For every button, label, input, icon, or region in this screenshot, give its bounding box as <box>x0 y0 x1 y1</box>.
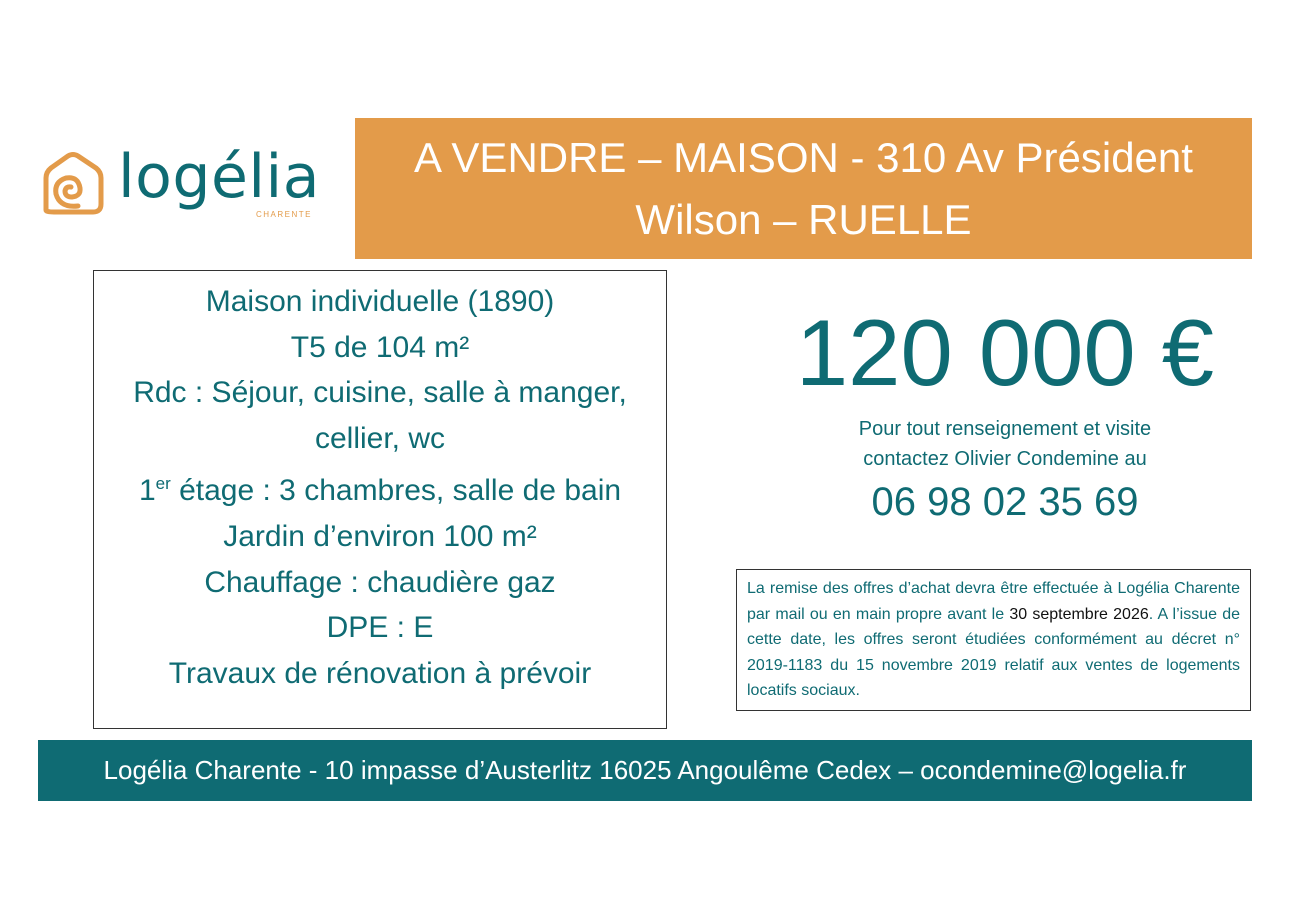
note-text-1: La remise des offres d’achat devra être effectuée à Logélia Charente par mail ou en main propre avant le <box>747 580 1240 623</box>
feature-line: Travaux de rénovation à prévoir <box>168 656 592 690</box>
feature-line: Maison individuelle (1890) <box>205 285 555 318</box>
phone-number[interactable]: 06 98 02 35 69 <box>871 480 1139 524</box>
logo <box>38 142 328 226</box>
note-deadline: 30 septembre 2026 <box>1009 605 1149 623</box>
floor-description: étage : 3 chambres, salle de bain <box>170 474 622 508</box>
features-box <box>93 270 667 729</box>
contact-line-2: contactez Olivier Condemine au <box>863 448 1147 470</box>
feature-line: cellier, wc <box>314 421 446 455</box>
price: 120 000 € <box>795 300 1215 405</box>
title-line-2: Wilson – RUELLE <box>635 195 972 243</box>
footer-text[interactable]: Logélia Charente - 10 impasse d’Austerlitz 16025 Angoulême Cedex – ocondemine@logelia.fr <box>103 755 1187 785</box>
offer-note <box>736 569 1251 711</box>
footer-contact-bar <box>38 740 1252 801</box>
contact-line-1: Pour tout renseignement et visite <box>858 418 1152 440</box>
contact-text <box>770 414 1240 474</box>
feature-line <box>94 461 666 514</box>
note-text-2: . A l’issue de cette date, les offres seront étudiées conformément au décret n° 2019-1183 du 15 novembre 2019 relatif aux ventes de logements locatifs sociaux. <box>747 605 1241 699</box>
title-banner <box>355 118 1252 259</box>
feature-line: T5 de 104 m² <box>290 330 470 364</box>
floor-ordinal: er <box>155 474 171 494</box>
feature-line: DPE : E <box>326 611 434 645</box>
house-logo-icon <box>38 150 108 220</box>
feature-line: Chauffage : chaudière gaz <box>204 565 556 599</box>
feature-line: Jardin d’environ 100 m² <box>223 519 537 553</box>
title-line-1: A VENDRE – MAISON - 310 Av Président <box>414 133 1193 181</box>
floor-number: 1 <box>138 474 156 508</box>
feature-line: Rdc : Séjour, cuisine, salle à manger, <box>133 376 627 410</box>
logo-subtitle: CHARENTE <box>256 210 313 219</box>
logo-name: logélia <box>118 142 320 212</box>
